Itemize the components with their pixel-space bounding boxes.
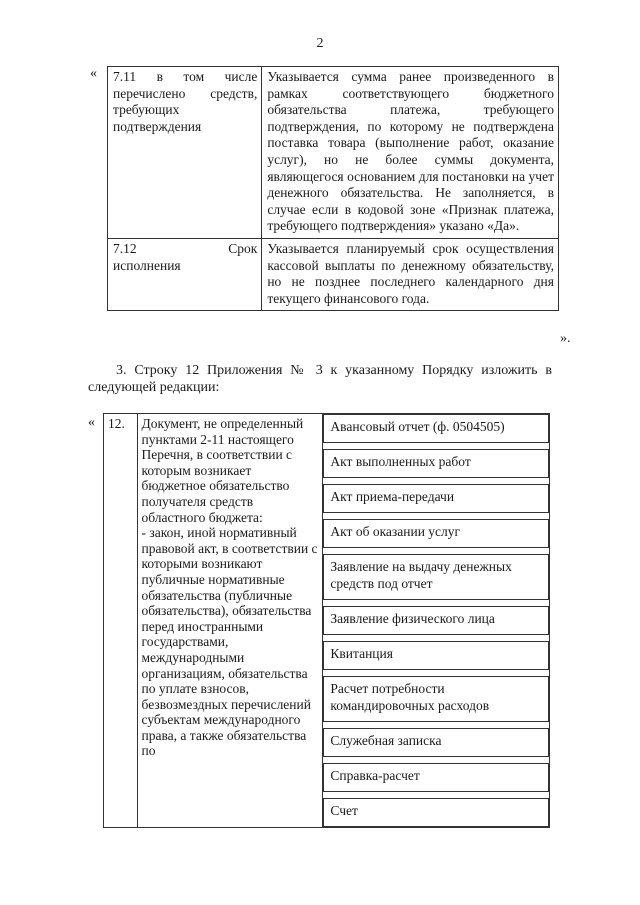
table-row xyxy=(104,414,550,828)
field-code: 7.12 xyxy=(113,240,137,256)
field-name: исполнения xyxy=(113,257,181,273)
open-quote-2: « xyxy=(88,415,95,430)
list-item: Акт приема-передачи xyxy=(323,484,549,513)
table-row xyxy=(108,238,559,310)
row-number: 12. xyxy=(104,414,138,828)
documents-list xyxy=(323,414,550,828)
row-description xyxy=(137,414,323,828)
table-row xyxy=(108,67,559,239)
list-item: Служебная записка xyxy=(323,728,549,757)
list-item: Авансовый отчет (ф. 0504505) xyxy=(323,414,549,443)
close-quote-1: ». xyxy=(560,331,571,346)
page-number: 2 xyxy=(316,36,324,51)
instruction-paragraph xyxy=(88,362,552,396)
field-name: в том числе перечислено средств, требующих подтверждения xyxy=(113,69,258,134)
field-name-cell xyxy=(108,67,262,239)
list-item: Справка-расчет xyxy=(323,763,549,792)
list-item: Заявление на выдачу денежных средств под отчет xyxy=(323,554,549,600)
list-item: Акт выполненных работ xyxy=(323,449,549,478)
list-item: Счет xyxy=(323,798,549,827)
field-description: Указывается сумма ранее произведенного в рамках соответствующего бюджетного обязательства платежа, требующего подтверждения, по которому не подтверждена поставка товара (выполнение работ, оказание услуг), но не более суммы документа, являющегося основанием для постановки на учет денежного обязательства. Не заполняется, в случае если в кодовой зоне «Признак платежа, требующего подтверждения» указано «Да». xyxy=(262,67,559,239)
field-description: Указывается планируемый срок осуществления кассовой выплаты по денежному обязательству, но не позднее последнего календарного дня текущего финансового года. xyxy=(262,238,559,310)
list-item: Акт об оказании услуг xyxy=(323,519,549,548)
list-item: Заявление физического лица xyxy=(323,606,549,635)
open-quote-1: « xyxy=(90,66,97,81)
field-code: 7.11 xyxy=(113,69,137,84)
list-item: Квитанция xyxy=(323,641,549,670)
field-name-word: Срок xyxy=(228,240,258,256)
table-fields xyxy=(107,66,559,311)
paragraph-text: 3. Строку 12 Приложения № 3 к указанному Порядку изложить в следующей редакции: xyxy=(88,363,552,395)
field-name-cell xyxy=(108,238,262,310)
list-item: Расчет потребности командировочных расходов xyxy=(323,676,549,722)
table-documents xyxy=(103,413,550,828)
description-text: Документ, не определенный пунктами 2-11 настоящего Перечня, в соответствии с которым возникает бюджетное обязательство получателя средств областного бюджета: - закон, иной нормативный правовой акт, в соответствии с которыми возникают публичные нормативные обязательства (публичные обязательства), обязательства перед иностранными государствами, международными организациям, обязательства по уплате взносов, безвозмездных перечислений субъектам международного права, а также обязательства по xyxy=(141,416,318,759)
